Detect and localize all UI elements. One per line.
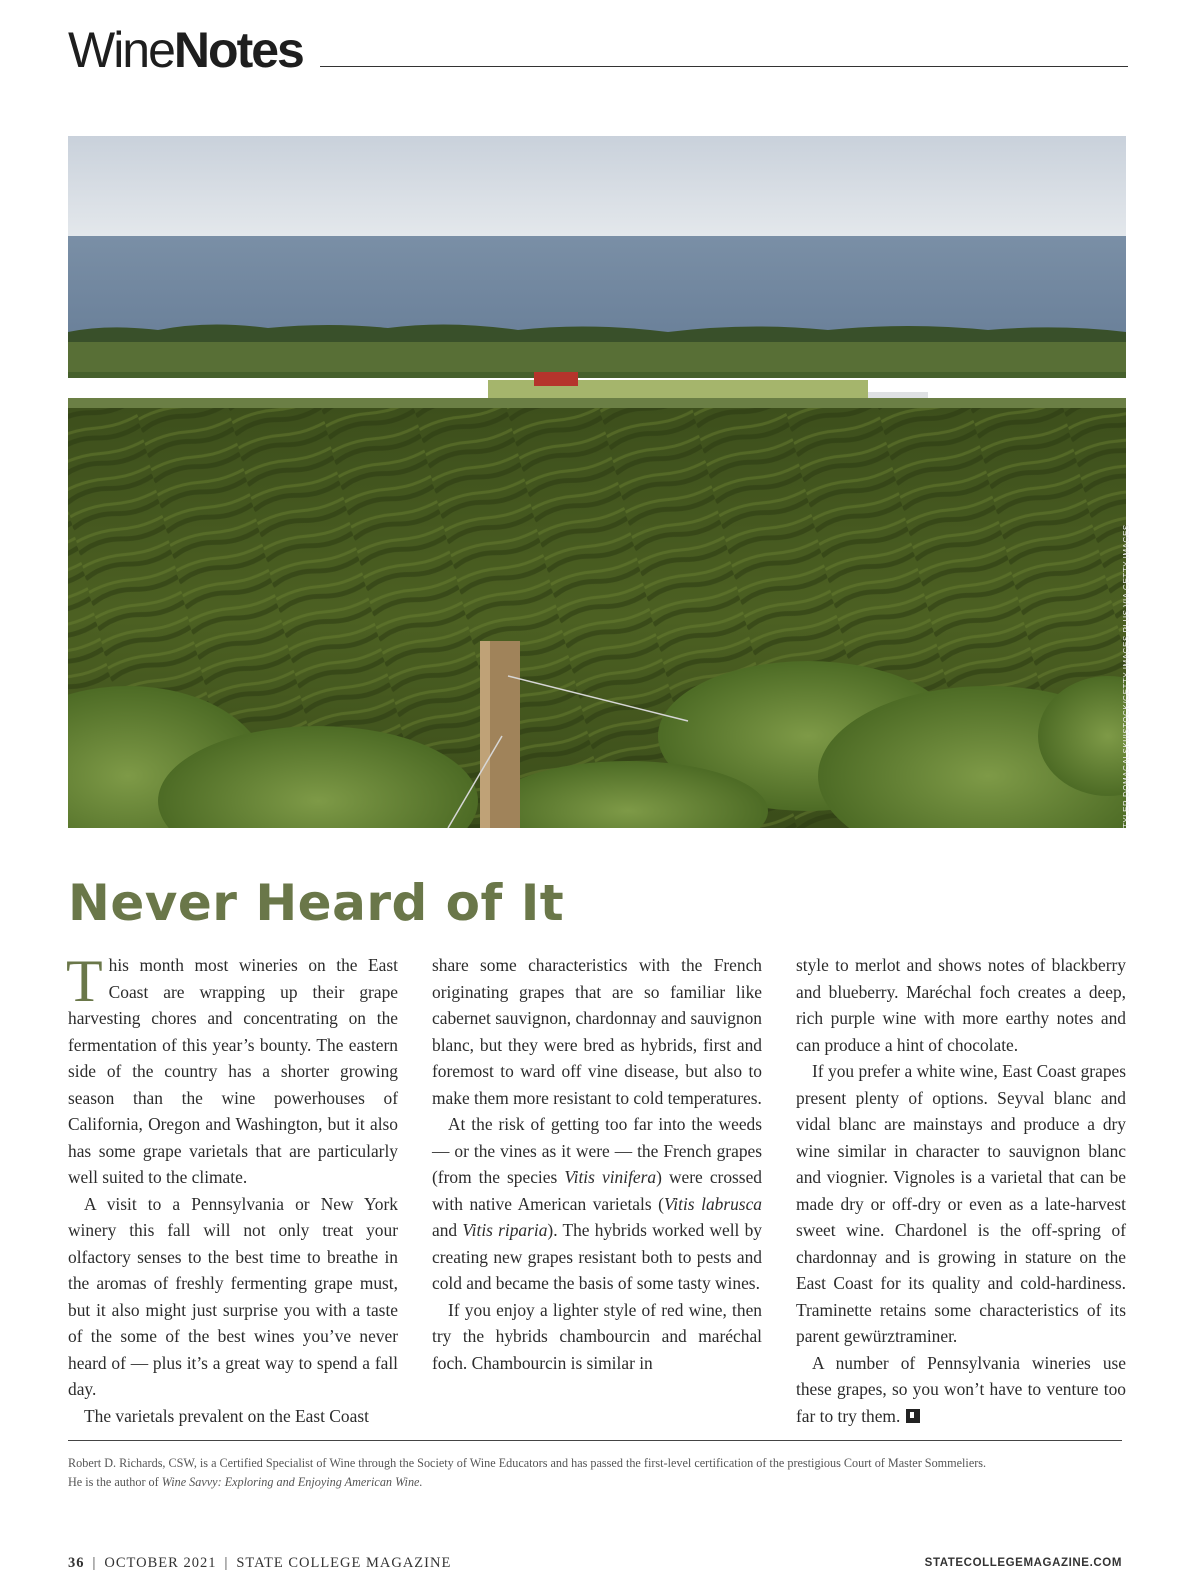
- paragraph: [432, 1111, 762, 1297]
- separator: |: [224, 1555, 229, 1571]
- masthead-rule: [320, 66, 1128, 67]
- separator: |: [92, 1555, 97, 1571]
- page-number: 36: [68, 1555, 85, 1571]
- paragraph: style to merlot and shows notes of blackberry and blueberry. Maréchal foch creates a deep, rich purple wine with more earthy notes and can produce a hint of chocolate.: [796, 955, 1126, 1055]
- text-run: and: [432, 1220, 463, 1240]
- brand-bold: Notes: [173, 22, 303, 78]
- text-run: ). The hybrids worked well by creating new grapes resistant both to pests and cold and became the basis of some tasty wines.: [432, 1220, 762, 1293]
- folio: [68, 1555, 451, 1572]
- column-2: [432, 952, 762, 1376]
- headline: Never Heard of It: [68, 874, 565, 932]
- book-title: Wine Savvy: Exploring and Enjoying American Wine.: [161, 1475, 423, 1489]
- vineyard-photo: [68, 136, 1126, 828]
- text-run: ) were crossed with native American varietals (: [432, 1167, 762, 1214]
- column-1: [66, 948, 398, 1429]
- paragraph: share some characteristics with the French originating grapes that are so familiar like cabernet sauvignon, chardonnay and sauvignon blanc, but they were bred as hybrids, first and foremost to ward off vine disease, but also to make them more resistant to cold temperatures.: [432, 955, 762, 1108]
- paragraph: [66, 948, 398, 1191]
- paragraph-text: his month most wineries on the East Coast are wrapping up their grape harvesting chores and concentrating on the fermentation of this year’s bounty. The eastern side of the country has a shorter growing season than the wine powerhouses of California, Oregon and Washington, but it also has some grape varietals that are particularly well suited to the climate.: [68, 955, 398, 1187]
- end-of-article-icon: [906, 1409, 920, 1423]
- masthead: [68, 22, 1128, 78]
- vineyard-illustration: [68, 136, 1126, 828]
- paragraph: If you prefer a white wine, East Coast grapes present plenty of options. Seyval blanc and vidal blanc are mainstays and produce a dry wine similar in character to sauvignon blanc and viognier. Vignoles is a varietal that can be made dry or off-dry or even as a late-harvest sweet wine. Chardonel is the off-spring of chardonnay and is growing in stature on the East Coast for its quality and cold-hardiness. Traminette retains some characteristics of its parent gewürztraminer.: [796, 1061, 1126, 1346]
- paragraph: [796, 1350, 1126, 1430]
- species-name: Vitis riparia: [462, 1220, 548, 1240]
- bio-line: Robert D. Richards, CSW, is a Certified Specialist of Wine through the Society of Wine Educators and has passed the first-level certification of the prestigious Court of Master Sommeliers.: [68, 1456, 987, 1470]
- section-brand: [68, 22, 303, 78]
- paragraph-text: A number of Pennsylvania wineries use these grapes, so you won’t have to venture too far to try them.: [796, 1352, 1126, 1426]
- species-name: Vitis labrusca: [663, 1193, 762, 1214]
- paragraph: If you enjoy a lighter style of red wine, then try the hybrids chambourcin and maréchal foch. Chambourcin is similar in: [432, 1299, 762, 1373]
- issue-date: OCTOBER 2021: [104, 1555, 217, 1571]
- website-link[interactable]: STATECOLLEGEMAGAZINE.COM: [924, 1557, 1122, 1569]
- text-run: At the risk of getting too far into the weeds — or the vines as it were — the French grapes (from the species: [432, 1114, 762, 1187]
- paragraph: The varietals prevalent on the East Coast: [84, 1405, 369, 1426]
- photo-credit: TYLER DOMAGALSKI/ISTOCK/GETTY IMAGES PLUS VIA GETTY IMAGES: [1122, 524, 1131, 828]
- bio-text: He is the author of: [68, 1475, 162, 1489]
- species-name: Vitis vinifera: [564, 1167, 657, 1187]
- author-bio: [68, 1454, 1128, 1492]
- page-footer: [68, 1555, 1122, 1577]
- publication-name: STATE COLLEGE MAGAZINE: [236, 1555, 452, 1571]
- paragraph: A visit to a Pennsylvania or New York winery this fall will not only treat your olfactory senses to the best time to breathe in the aromas of freshly fermenting grape must, but it also might just surprise you with a taste of the some of the best wines you’ve never heard of — plus it’s a great way to spend a fall day.: [68, 1193, 398, 1399]
- column-3: [796, 952, 1126, 1429]
- bio-line: [68, 1473, 1128, 1492]
- brand-light: Wine: [68, 22, 174, 78]
- drop-cap: T: [66, 948, 103, 1014]
- bio-rule: [68, 1440, 1122, 1441]
